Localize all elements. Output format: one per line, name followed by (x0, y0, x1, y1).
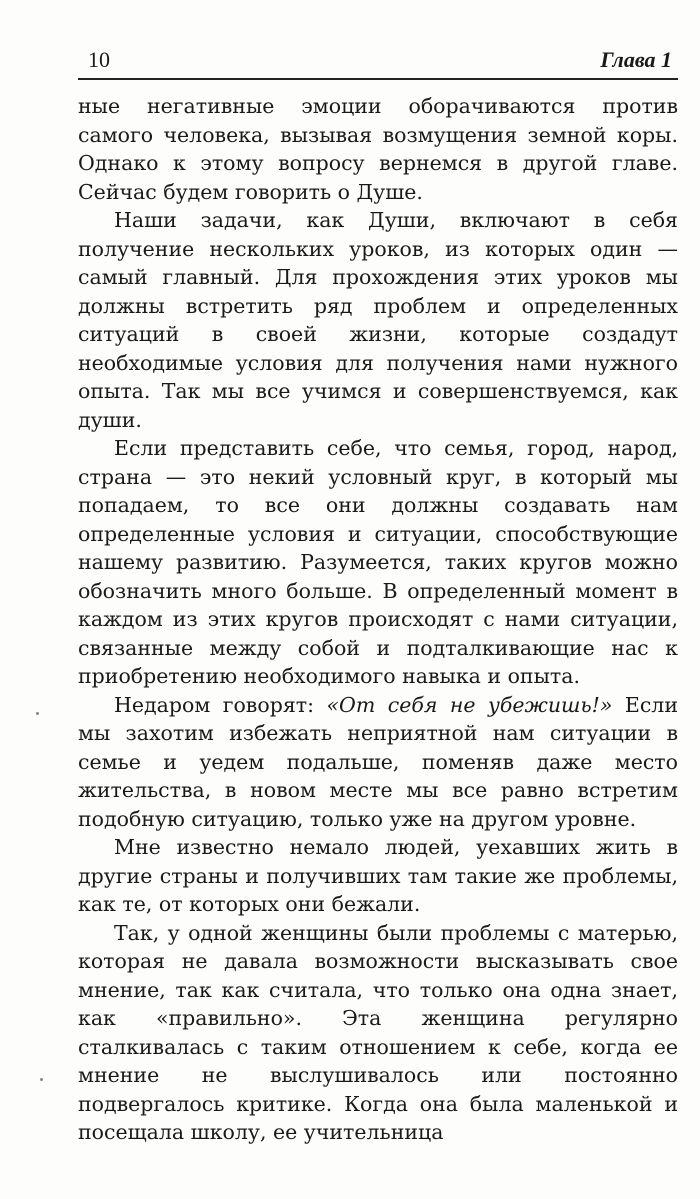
paragraph-4 (78, 691, 678, 834)
paragraph-6: Так, у одной женщины были проблемы с матерью, которая не давала возможности высказывать свое мнение, так как считала, что только она одна знает, как «правильно». Эта женщина регулярно сталкивалась с таким отношением к себе, когда ее мнение не выслушивалось или постоянно подвергалось критике. Когда она была маленькой и посещала школу, ее учительница (78, 920, 678, 1144)
scan-speck (40, 1078, 43, 1081)
body-text (78, 92, 678, 1147)
paragraph-1: ные негативные эмоции оборачиваются против самого человека, вызывая возмущения земной коры. Однако к этому вопросу вернемся в другой главе. Сейчас будем говорить о Душе. (78, 94, 678, 204)
paragraph-5: Мне известно немало людей, уехавших жить в другие страны и получивших там такие же проблемы, как те, от которых они бежали. (78, 835, 678, 916)
proverb-quote: «От себя не убежишь!» (326, 692, 613, 717)
page-number: 10 (88, 47, 110, 72)
chapter-title: Глава 1 (600, 47, 672, 72)
header-rule (78, 78, 678, 80)
paragraph-4-rest: Если мы захотим избежать неприятной нам ситуации в семье и уедем подальше, поменяв даже место жительства, в новом месте мы все равно встретим подобную ситуацию, только уже на другом уровне. (78, 692, 678, 831)
paragraph-2: Наши задачи, как Души, включают в себя получение нескольких уроков, из которых один — самый главный. Для прохождения этих уроков мы должны встретить ряд проблем и определенных ситуаций в своей жизни, которые создадут необходимые условия для получения нами нужного опыта. Так мы все учимся и совершенствуемся, как души. (78, 208, 678, 432)
paragraph-3: Если представить себе, что семья, город, народ, страна — это некий условный круг, в который мы попадаем, то все они должны создавать нам определенные условия и ситуации, способствующие нашему развитию. Разумеется, таких кругов можно обозначить много больше. В определенный момент в каждом из этих кругов происходят с нами ситуации, связанные между собой и подталкивающие нас к приобретению необходимого навыка и опыта. (78, 436, 678, 688)
running-head (78, 46, 678, 76)
scan-speck (36, 712, 39, 715)
paragraph-4-lead: Недаром говорят: (114, 692, 327, 717)
